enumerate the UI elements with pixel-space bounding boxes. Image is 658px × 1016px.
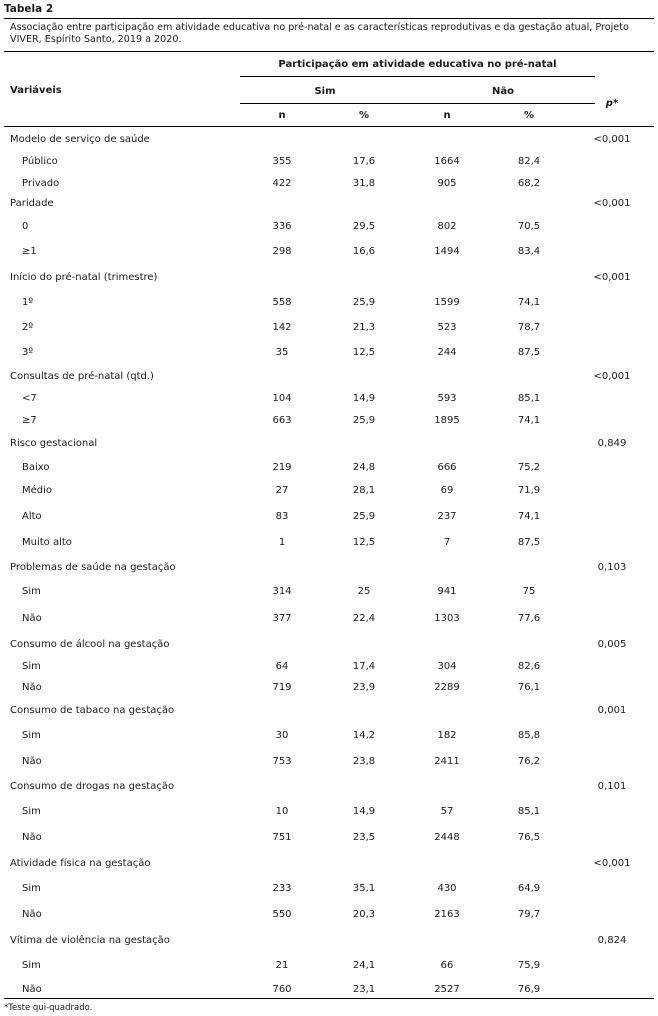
category-label: Não [22, 613, 42, 624]
sim-pct-cell: 17,6 [352, 156, 376, 167]
sim-n-cell: 355 [272, 156, 292, 167]
header-sim: Sim [314, 86, 336, 97]
p-value: 0,849 [597, 438, 627, 449]
nao-n-cell: 69 [440, 485, 454, 496]
sim-n-cell: 27 [275, 485, 289, 496]
group-label: Problemas de saúde na gestação [10, 562, 176, 573]
p-value: <0,001 [593, 134, 631, 145]
header-p: p* [605, 98, 619, 109]
table-label: Tabela 2 [4, 3, 54, 15]
nao-n-cell: 1895 [434, 415, 460, 426]
nao-pct-cell: 76,1 [517, 682, 541, 693]
header-variables: Variáveis [10, 85, 62, 96]
nao-pct-cell: 82,6 [517, 661, 541, 672]
nao-n-cell: 2527 [434, 984, 460, 995]
sim-pct-cell: 22,4 [352, 613, 376, 624]
sim-n-cell: 104 [272, 393, 292, 404]
nao-n-cell: 2289 [434, 682, 460, 693]
group-label: Consumo de álcool na gestação [10, 639, 170, 650]
header-sim-n: n [278, 110, 286, 121]
category-label: ≥1 [22, 246, 37, 257]
p-value: <0,001 [593, 272, 631, 283]
sim-n-cell: 550 [272, 909, 292, 920]
category-label: Não [22, 832, 42, 843]
category-label: 1º [22, 297, 34, 308]
category-label: Público [22, 156, 58, 167]
sim-n-cell: 719 [272, 682, 292, 693]
sim-n-cell: 753 [272, 756, 292, 767]
sim-pct-cell: 14,9 [352, 806, 376, 817]
footnote: *Teste qui-quadrado. [4, 1003, 93, 1013]
nao-pct-cell: 87,5 [517, 347, 541, 358]
sim-pct-cell: 24,8 [352, 462, 376, 473]
group-label: Modelo de serviço de saúde [10, 134, 150, 145]
nao-n-cell: 905 [437, 178, 457, 189]
nao-pct-cell: 71,9 [517, 485, 541, 496]
nao-pct-cell: 75 [522, 586, 536, 597]
sim-pct-cell: 23,8 [352, 756, 376, 767]
sim-n-cell: 35 [275, 347, 289, 358]
sim-n-cell: 219 [272, 462, 292, 473]
group-label: Paridade [10, 198, 54, 209]
header-group-rule [240, 76, 595, 77]
nao-n-cell: 66 [440, 960, 454, 971]
sim-n-cell: 558 [272, 297, 292, 308]
top-rule [4, 18, 654, 19]
nao-n-cell: 237 [437, 511, 457, 522]
sim-n-cell: 30 [275, 730, 289, 741]
category-label: Sim [22, 730, 41, 741]
category-label: Sim [22, 586, 41, 597]
sim-n-cell: 760 [272, 984, 292, 995]
nao-pct-cell: 75,2 [517, 462, 541, 473]
sim-pct-cell: 25,9 [352, 511, 376, 522]
nao-pct-cell: 64,9 [517, 883, 541, 894]
caption-rule [4, 51, 654, 52]
sim-pct-cell: 23,5 [352, 832, 376, 843]
header-nao-n: n [443, 110, 451, 121]
nao-n-cell: 244 [437, 347, 457, 358]
bottom-rule [4, 998, 654, 999]
group-label: Consumo de tabaco na gestação [10, 705, 175, 716]
category-label: ≥7 [22, 415, 37, 426]
nao-n-cell: 182 [437, 730, 457, 741]
nao-pct-cell: 85,1 [517, 393, 541, 404]
category-label: Alto [22, 511, 42, 522]
nao-n-cell: 666 [437, 462, 457, 473]
category-label: 3º [22, 347, 34, 358]
sim-n-cell: 422 [272, 178, 292, 189]
header-sim-pct: % [358, 110, 370, 121]
p-value: <0,001 [593, 198, 631, 209]
sim-pct-cell: 14,9 [352, 393, 376, 404]
category-label: Baixo [22, 462, 50, 473]
sim-n-cell: 314 [272, 586, 292, 597]
sim-n-cell: 233 [272, 883, 292, 894]
category-label: <7 [22, 393, 37, 404]
category-label: Muito alto [22, 537, 72, 548]
nao-pct-cell: 78,7 [517, 322, 541, 333]
p-value: 0,103 [597, 562, 627, 573]
nao-pct-cell: 76,5 [517, 832, 541, 843]
sim-n-cell: 83 [275, 511, 289, 522]
nao-pct-cell: 74,1 [517, 415, 541, 426]
sim-pct-cell: 17,4 [352, 661, 376, 672]
nao-pct-cell: 75,9 [517, 960, 541, 971]
sim-pct-cell: 12,5 [352, 537, 376, 548]
p-value: 0,001 [597, 705, 627, 716]
nao-n-cell: 2163 [434, 909, 460, 920]
sim-n-cell: 298 [272, 246, 292, 257]
category-label: Não [22, 682, 42, 693]
nao-pct-cell: 74,1 [517, 297, 541, 308]
nao-n-cell: 1664 [434, 156, 460, 167]
nao-n-cell: 1599 [434, 297, 460, 308]
sim-n-cell: 10 [275, 806, 289, 817]
sim-pct-cell: 25,9 [352, 415, 376, 426]
nao-n-cell: 57 [440, 806, 454, 817]
sim-pct-cell: 28,1 [352, 485, 376, 496]
nao-n-cell: 941 [437, 586, 457, 597]
sim-pct-cell: 25,9 [352, 297, 376, 308]
nao-pct-cell: 85,8 [517, 730, 541, 741]
sim-pct-cell: 12,5 [352, 347, 376, 358]
nao-n-cell: 523 [437, 322, 457, 333]
group-label: Início do pré-natal (trimestre) [10, 272, 158, 283]
nao-n-cell: 7 [443, 537, 451, 548]
nao-pct-cell: 83,4 [517, 246, 541, 257]
nao-n-cell: 802 [437, 221, 457, 232]
sim-n-cell: 751 [272, 832, 292, 843]
p-value: <0,001 [593, 858, 631, 869]
sim-n-cell: 21 [275, 960, 289, 971]
category-label: Médio [22, 485, 53, 496]
sim-pct-cell: 20,3 [352, 909, 376, 920]
nao-n-cell: 304 [437, 661, 457, 672]
nao-n-cell: 2448 [434, 832, 460, 843]
category-label: Sim [22, 883, 41, 894]
sim-pct-cell: 14,2 [352, 730, 376, 741]
nao-pct-cell: 77,6 [517, 613, 541, 624]
sim-pct-cell: 29,5 [352, 221, 376, 232]
sim-n-cell: 377 [272, 613, 292, 624]
p-value: 0,005 [597, 639, 627, 650]
nao-pct-cell: 74,1 [517, 511, 541, 522]
sim-pct-cell: 23,1 [352, 984, 376, 995]
table-caption: Associação entre participação em atividade educativa no pré-natal e as características reprodutivas e da gestação atual, Projeto VIVER, Espírito Santo, 2019 a 2020. [10, 22, 629, 45]
nao-pct-cell: 85,1 [517, 806, 541, 817]
sim-pct-cell: 24,1 [352, 960, 376, 971]
category-label: Não [22, 756, 42, 767]
sim-n-cell: 336 [272, 221, 292, 232]
nao-pct-cell: 82,4 [517, 156, 541, 167]
category-label: Não [22, 984, 42, 995]
nao-pct-cell: 76,2 [517, 756, 541, 767]
group-label: Consumo de drogas na gestação [10, 781, 175, 792]
p-value: <0,001 [593, 371, 631, 382]
sim-pct-cell: 35,1 [352, 883, 376, 894]
nao-pct-cell: 68,2 [517, 178, 541, 189]
nao-pct-cell: 70,5 [517, 221, 541, 232]
nao-pct-cell: 87,5 [517, 537, 541, 548]
nao-pct-cell: 76,9 [517, 984, 541, 995]
group-label: Consultas de pré-natal (qtd.) [10, 371, 154, 382]
nao-n-cell: 430 [437, 883, 457, 894]
category-label: Sim [22, 806, 41, 817]
sim-n-cell: 142 [272, 322, 292, 333]
category-label: 0 [22, 221, 29, 232]
nao-n-cell: 2411 [434, 756, 460, 767]
group-label: Risco gestacional [10, 438, 98, 449]
sim-pct-cell: 31,8 [352, 178, 376, 189]
sim-pct-cell: 23,9 [352, 682, 376, 693]
category-label: Privado [22, 178, 60, 189]
p-value: 0,824 [597, 935, 627, 946]
group-label: Atividade física na gestação [10, 858, 151, 869]
category-label: Não [22, 909, 42, 920]
nao-n-cell: 1494 [434, 246, 460, 257]
nao-n-cell: 1303 [434, 613, 460, 624]
sim-n-cell: 663 [272, 415, 292, 426]
sim-pct-cell: 25 [357, 586, 371, 597]
category-label: 2º [22, 322, 34, 333]
sim-pct-cell: 21,3 [352, 322, 376, 333]
category-label: Sim [22, 960, 41, 971]
category-label: Sim [22, 661, 41, 672]
header-nao: Não [492, 86, 514, 97]
nao-n-cell: 593 [437, 393, 457, 404]
p-value: 0,101 [597, 781, 627, 792]
sim-pct-cell: 16,6 [352, 246, 376, 257]
header-bottom-rule [4, 126, 654, 127]
sim-n-cell: 64 [275, 661, 289, 672]
sim-n-cell: 1 [278, 537, 286, 548]
group-label: Vítima de violência na gestação [10, 935, 170, 946]
header-nao-pct: % [523, 110, 535, 121]
nao-pct-cell: 79,7 [517, 909, 541, 920]
header-group: Participação em atividade educativa no pré-natal [278, 59, 557, 70]
header-sub-rule [240, 103, 595, 104]
